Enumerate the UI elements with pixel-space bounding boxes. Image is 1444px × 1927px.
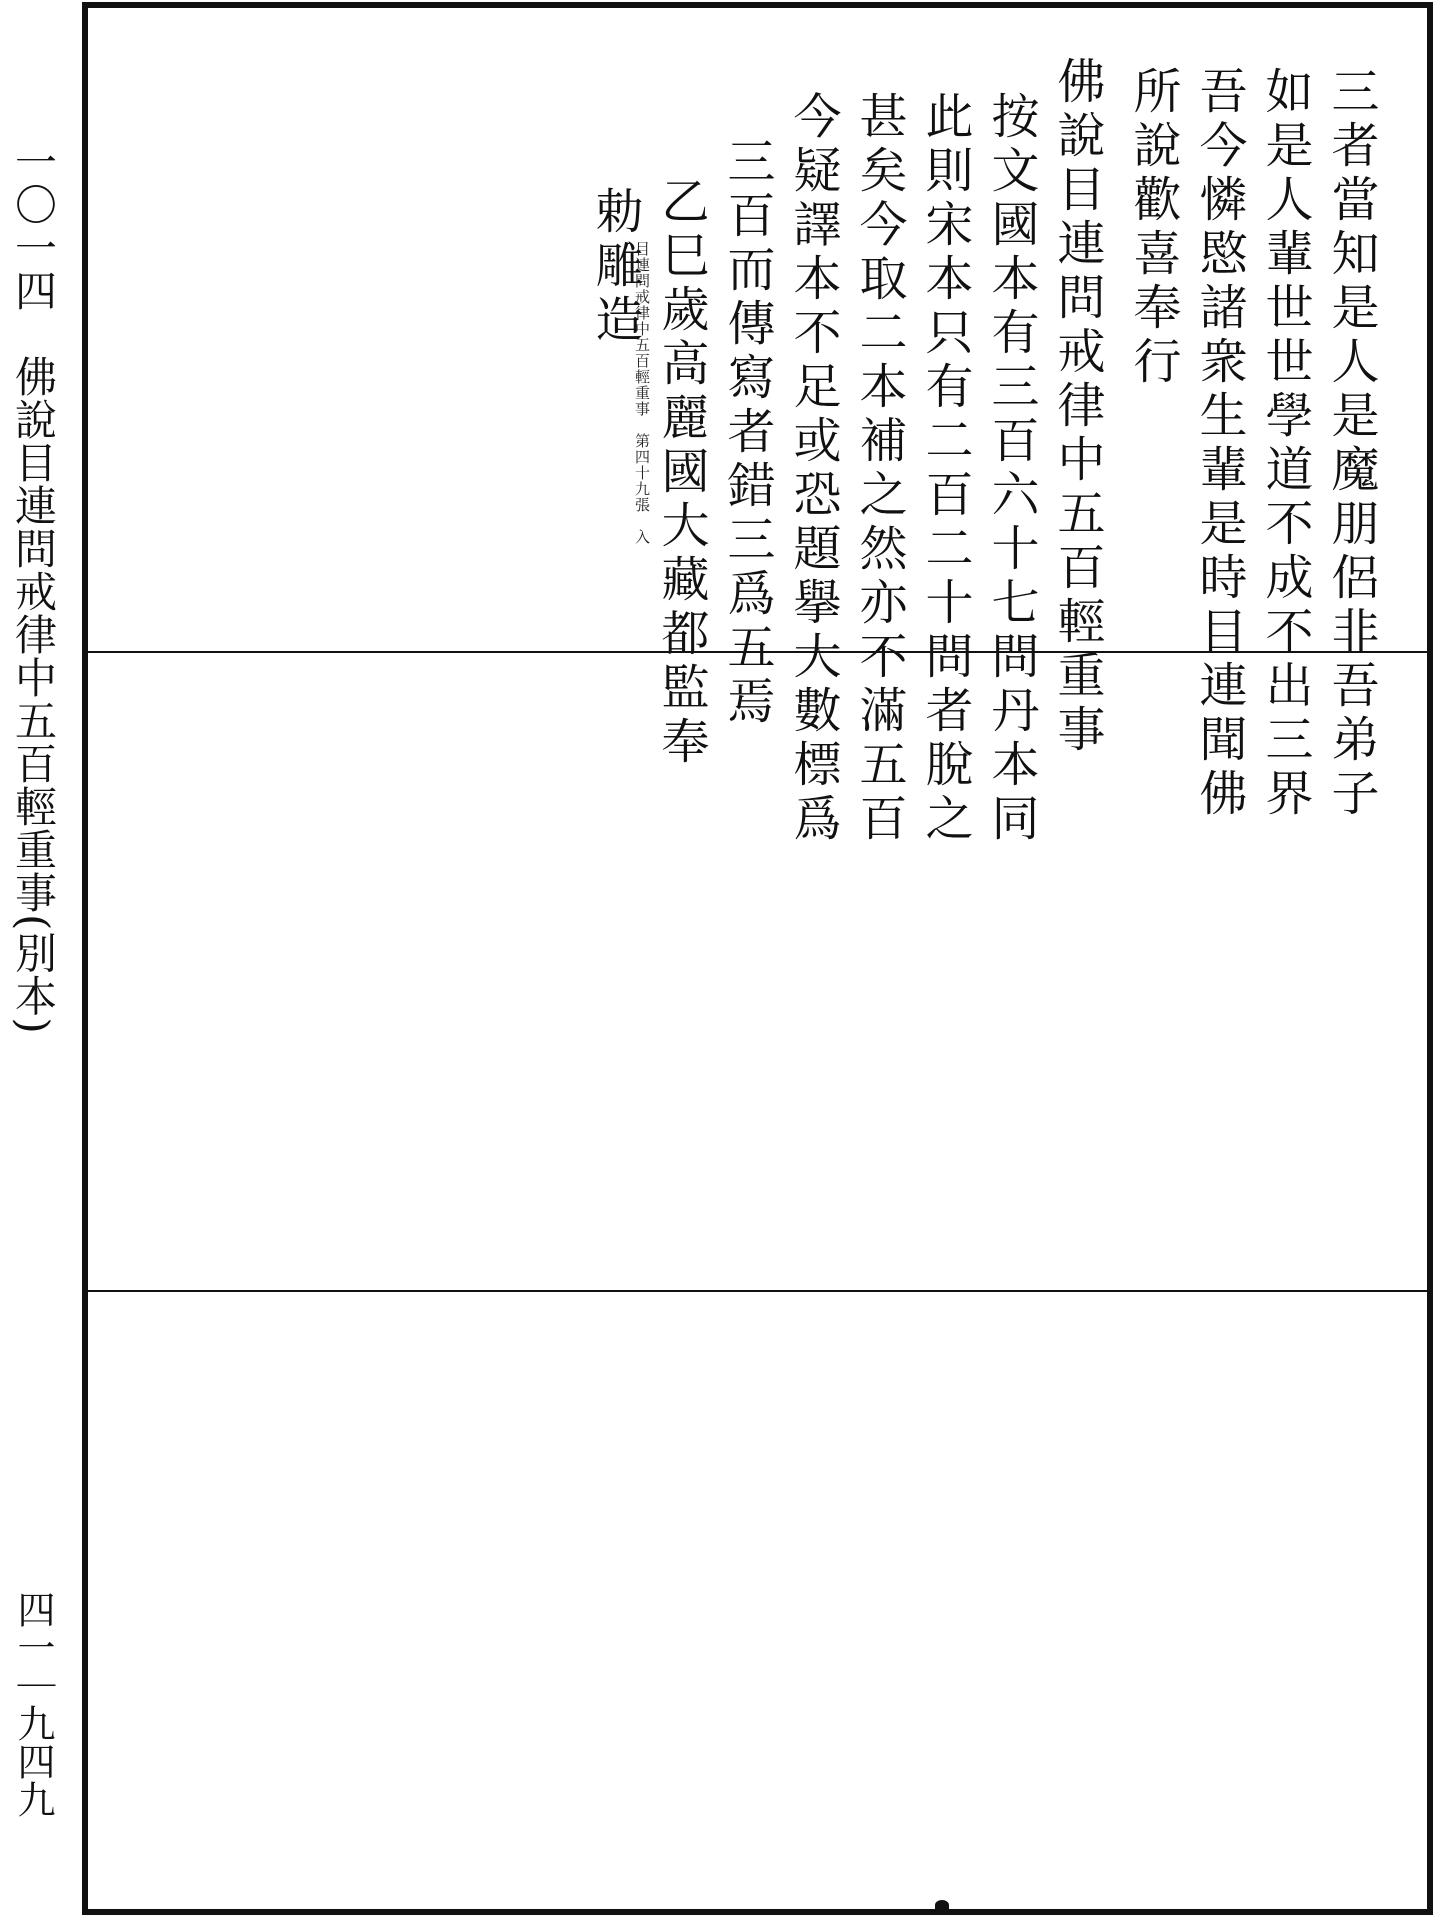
text-column-2: 如是人輩世世學道不成不出三界 <box>1257 66 1313 822</box>
register-divider-1 <box>88 651 1427 653</box>
small-block-note: 目連問戒律中五百輕重事 第四十九張 入 <box>633 241 651 545</box>
margin-title: 一〇一四 佛說目連問戒律中五百輕重事(別本) <box>9 140 58 1035</box>
text-column-1: 三者當知是人是魔朋侶非吾弟子 <box>1323 66 1379 822</box>
page-frame <box>82 2 1433 1915</box>
register-divider-2 <box>88 1290 1427 1292</box>
colophon-line-3: 甚矣今取二本補之然亦不滿五百 <box>851 91 907 847</box>
colophon-line-5: 三百而傳寫者錯三爲五焉 <box>719 136 775 730</box>
text-register-top <box>163 36 1413 847</box>
colophon-line-2: 此則宋本只有二百二十問者脫之 <box>917 91 973 847</box>
publication-line: 乙巳歲高麗國大藏都監奉 <box>653 176 709 770</box>
bottom-mark-icon <box>935 1900 949 1910</box>
colophon-line-1: 按文國本有三百六十七問丹本同 <box>983 91 1039 847</box>
text-column-3: 吾今憐愍諸衆生輩是時目連聞佛 <box>1191 66 1247 822</box>
colophon-title: 佛說目連問戒律中五百輕重事 <box>1049 56 1105 758</box>
colophon-line-4: 今疑譯本不足或恐題擧大數標爲 <box>785 91 841 847</box>
text-column-4: 所說歡喜奉行 <box>1125 66 1181 390</box>
margin-page-number: 四一｜九四九 <box>11 1590 55 1818</box>
imperial-edict-line: 勅雕造 <box>587 186 643 348</box>
